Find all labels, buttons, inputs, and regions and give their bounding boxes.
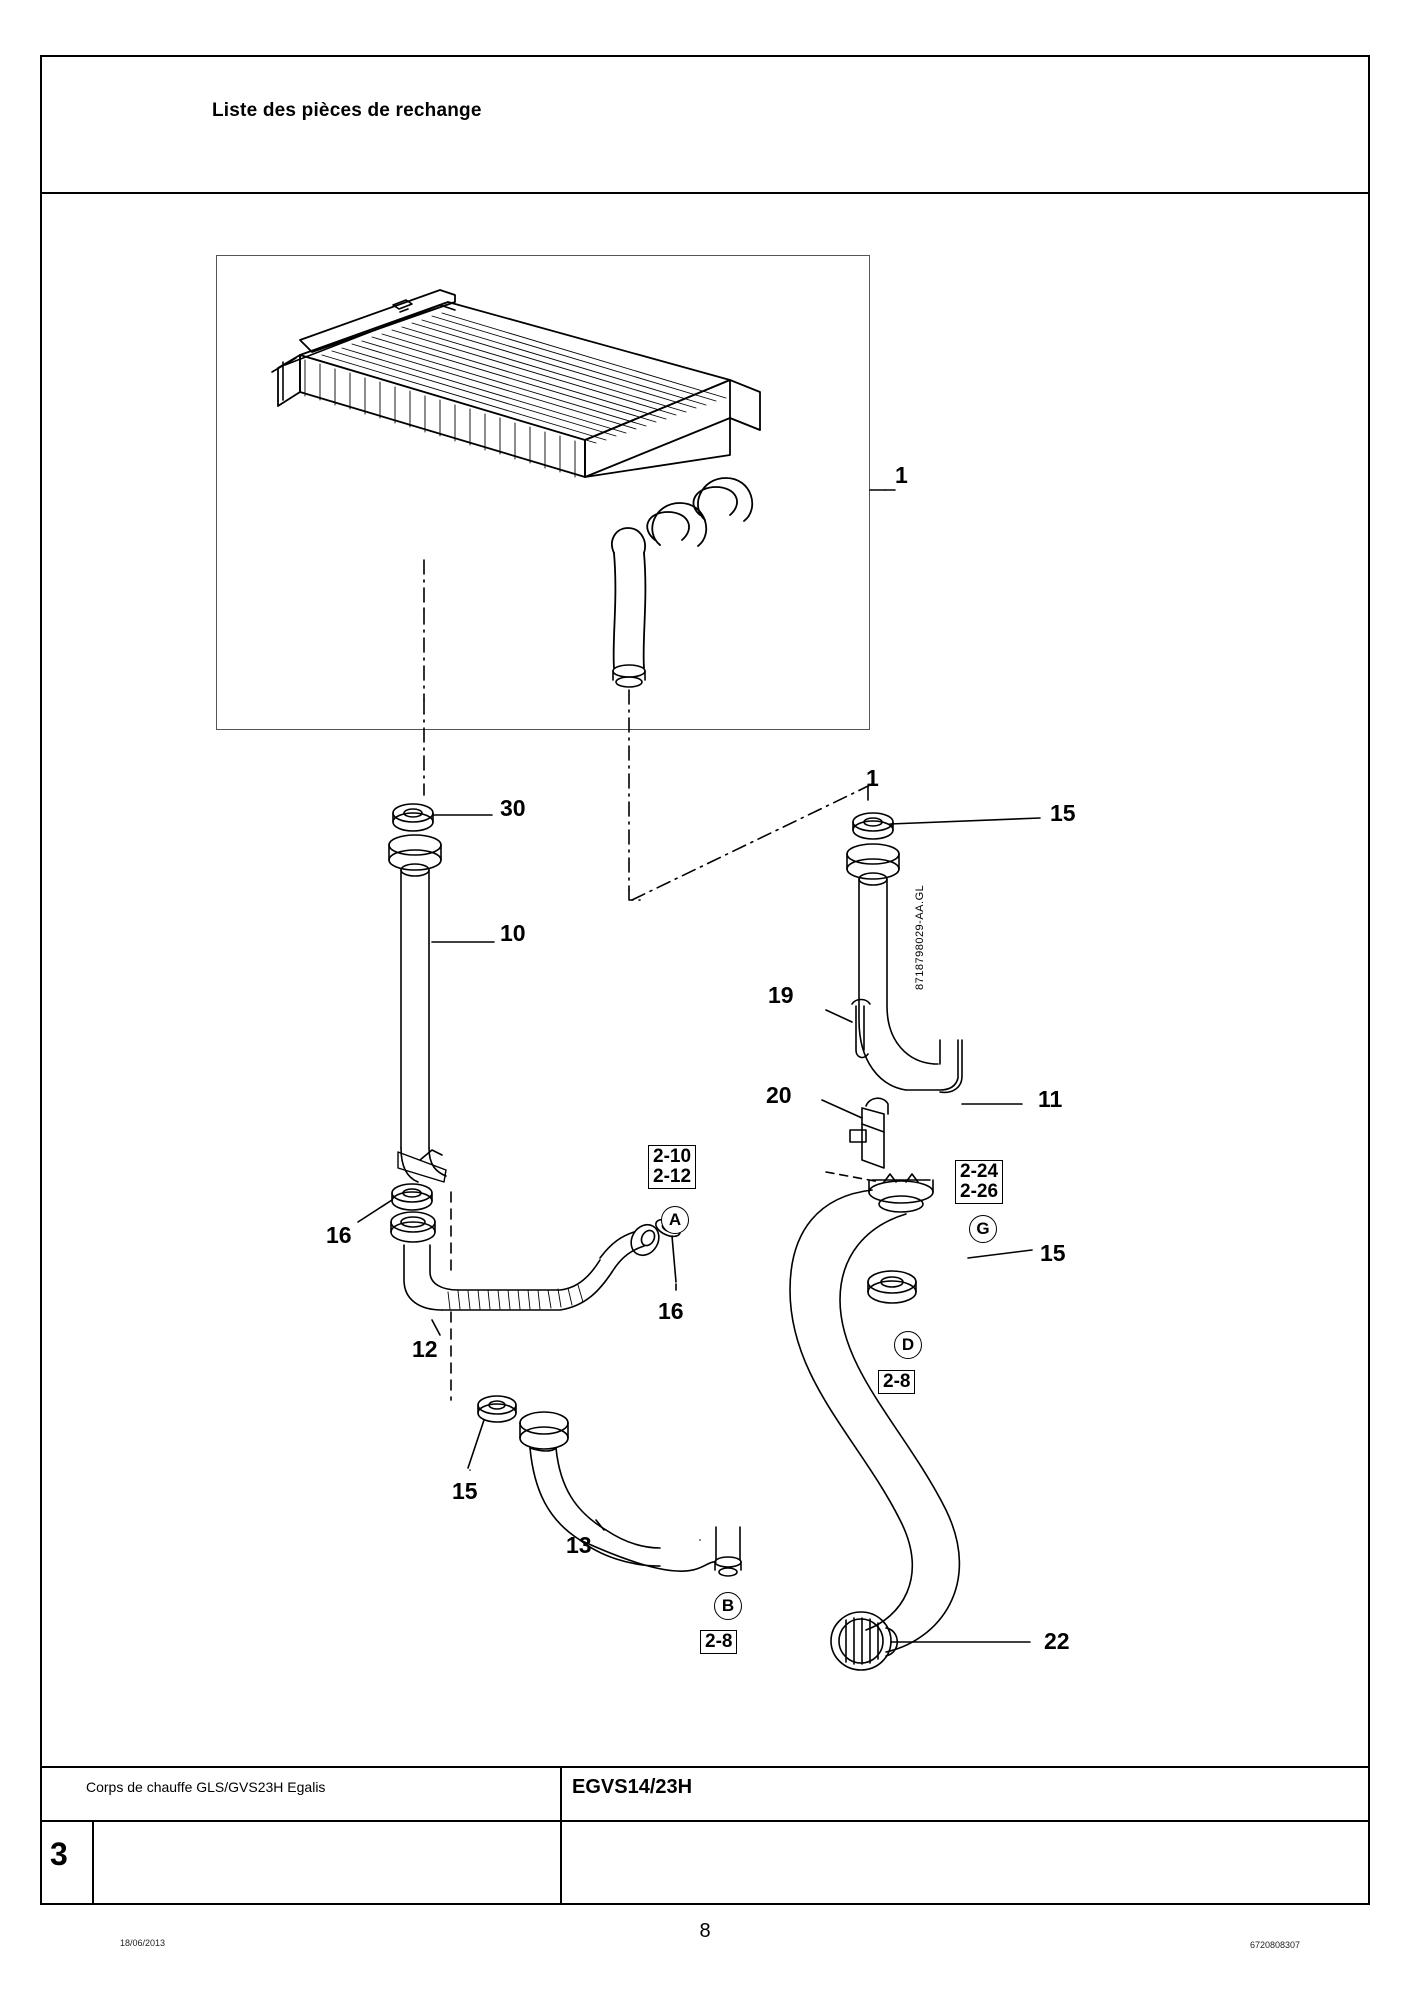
box-label-line-2: 2-26 bbox=[960, 1180, 999, 1202]
assembly-description: Corps de chauffe GLS/GVS23H Egalis bbox=[86, 1779, 326, 1795]
circle-label-d: D bbox=[894, 1331, 922, 1359]
callout-16-left: 16 bbox=[326, 1222, 352, 1248]
box-label-2-24-2-26 bbox=[955, 1160, 1003, 1204]
header-divider bbox=[40, 192, 1370, 194]
callout-15-low: 15 bbox=[452, 1478, 478, 1504]
circle-label-a: A bbox=[661, 1206, 689, 1234]
circle-label-g: G bbox=[969, 1215, 997, 1243]
callout-13: 13 bbox=[566, 1532, 592, 1558]
callout-19: 19 bbox=[768, 982, 794, 1008]
page-number: 8 bbox=[699, 1920, 711, 1942]
model-designation: EGVS14/23H bbox=[572, 1776, 693, 1798]
footer-divider-top bbox=[40, 1766, 1370, 1768]
footer-vertical-divider bbox=[560, 1766, 562, 1905]
callout-15-mid: 15 bbox=[1040, 1240, 1066, 1266]
print-date: 18/06/2013 bbox=[120, 1938, 166, 1948]
callout-30: 30 bbox=[500, 795, 526, 821]
box-label-line-1: 2-10 bbox=[653, 1146, 692, 1167]
callout-16-right: 16 bbox=[658, 1298, 684, 1324]
box-label-line-1: 2-24 bbox=[960, 1161, 999, 1182]
heat-exchanger-illustration-box bbox=[216, 255, 870, 730]
footer-divider-bottom bbox=[40, 1820, 1370, 1822]
callout-12: 12 bbox=[412, 1336, 438, 1362]
box-label-2-8-right bbox=[878, 1370, 915, 1394]
chapter-number: 3 bbox=[50, 1836, 68, 1872]
callout-22: 22 bbox=[1044, 1628, 1070, 1654]
drawing-code-label: 8718798029-AA.GL bbox=[914, 884, 926, 990]
chapter-cell-divider bbox=[92, 1820, 94, 1905]
callout-10: 10 bbox=[500, 920, 526, 946]
callout-20: 20 bbox=[766, 1082, 792, 1108]
document-code: 6720808307 bbox=[1249, 1940, 1300, 1950]
page-title: Liste des pièces de rechange bbox=[212, 100, 482, 121]
box-label-line-1: 2-8 bbox=[705, 1631, 733, 1652]
callout-11: 11 bbox=[1038, 1086, 1063, 1112]
box-label-2-8-bottom bbox=[700, 1630, 737, 1654]
box-label-2-10-2-12 bbox=[648, 1145, 696, 1189]
box-label-line-2: 2-12 bbox=[653, 1165, 692, 1187]
box-label-line-1: 2-8 bbox=[883, 1371, 911, 1392]
callout-1-lower: 1 bbox=[866, 765, 879, 791]
callout-1-top: 1 bbox=[895, 462, 908, 488]
circle-label-b: B bbox=[714, 1592, 742, 1620]
callout-15-top: 15 bbox=[1050, 800, 1076, 826]
